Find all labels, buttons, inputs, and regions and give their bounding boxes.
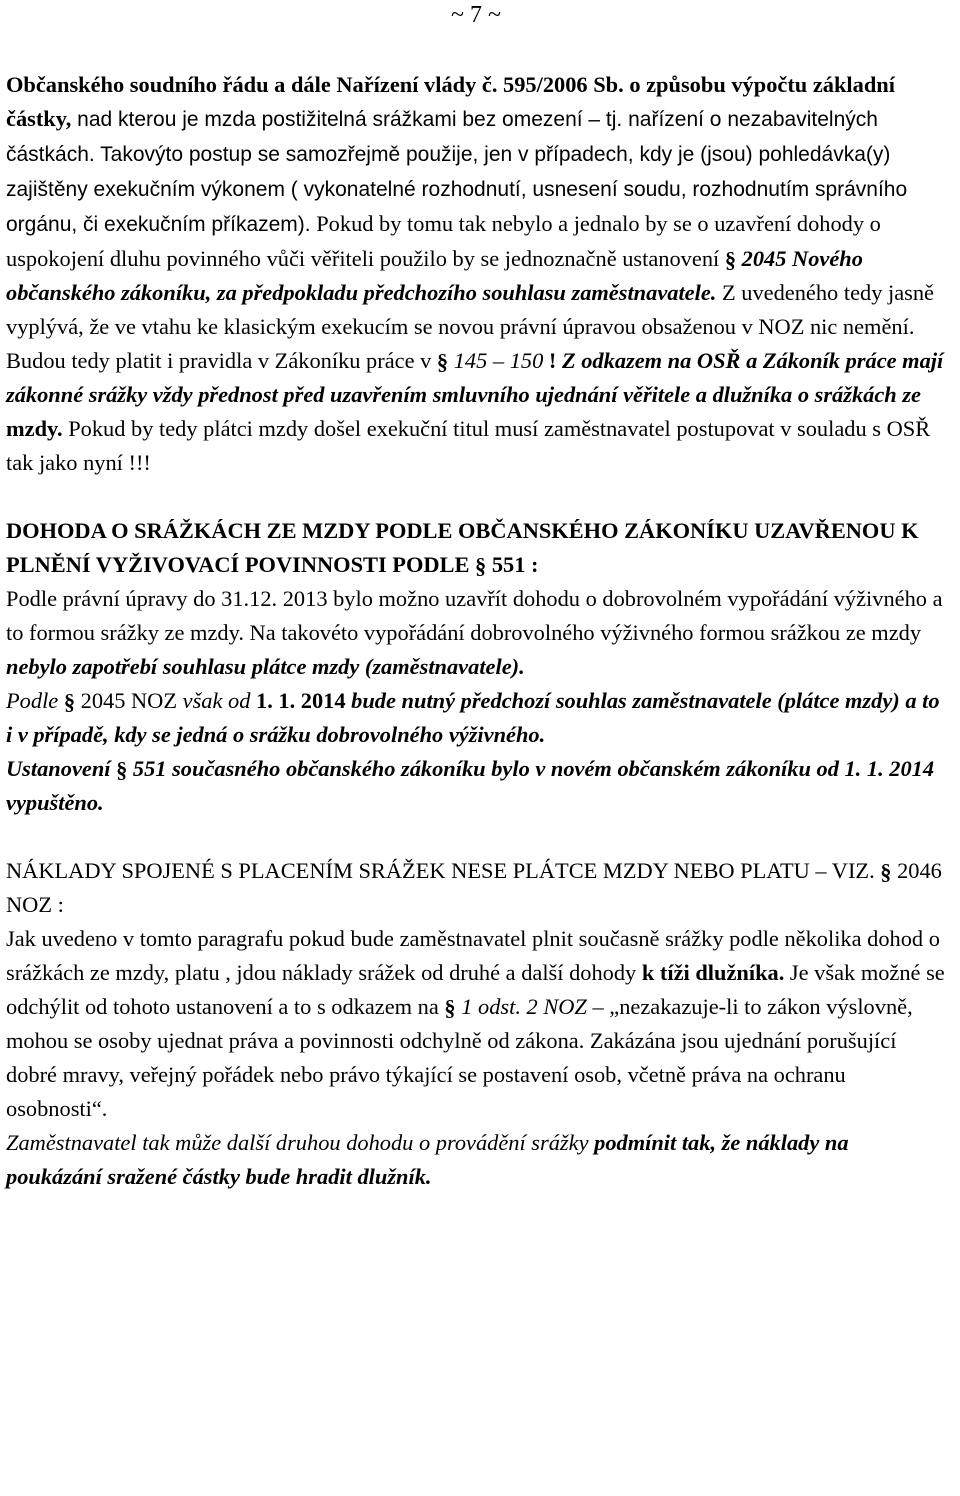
text-run: Občanského soudního řádu a dále Nařízení vlády č. 595/2006 Sb. o způsobu výpočtu základní částky, bbox=[6, 72, 895, 131]
text-run: 1 odst. bbox=[455, 994, 521, 1019]
text-run: 2 NOZ bbox=[520, 994, 587, 1019]
text-run: ! bbox=[543, 348, 562, 373]
section-heading: NÁKLADY SPOJENÉ S PLACENÍM SRÁŽEK NESE PLÁTCE MZDY NEBO PLATU – VIZ. bbox=[6, 858, 881, 883]
text-run: bude nutný předchozí souhlas zaměstnavatele (plátce mzdy) a to i v případě, kdy se jedná o srážku dobrovolného výživného. bbox=[6, 688, 940, 747]
paragraph-execution-rules bbox=[6, 68, 946, 480]
text-run: 145 – 150 bbox=[448, 348, 544, 373]
text-run: Pokud by tedy plátci mzdy došel exekuční titul musí zaměstnavatel postupovat v souladu s OSŘ tak jako nyní !!! bbox=[6, 416, 931, 475]
text-run: Z odkazem na OSŘ a Zákoník práce mají zákonné srážky vždy přednost před uzavřením smluvního ujednání věřitele a dlužníka o srážkách ze bbox=[6, 348, 944, 407]
text-run: Pokud by tomu tak nebylo a jednalo by se o uzavření dohody o uspokojení dluhu povinného vůči věřiteli použilo by se jednoznačně ustanovení bbox=[6, 211, 881, 271]
text-run: 1. 1. 2014 bbox=[256, 688, 346, 713]
text-run: 2045 NOZ bbox=[75, 688, 178, 713]
text-run: 2045 Nového občanského zákoníku, za předpokladu předchozího souhlasu zaměstnavatele. bbox=[6, 246, 863, 305]
section-heading: 551 : bbox=[486, 552, 539, 577]
section-sign-icon: § bbox=[475, 553, 487, 578]
section-sign-icon: § bbox=[444, 995, 456, 1020]
section-sign-icon: § bbox=[724, 247, 737, 272]
section-sign-icon: § bbox=[436, 349, 449, 374]
section-maintenance-agreement bbox=[6, 514, 946, 820]
text-run: Podle bbox=[6, 688, 64, 713]
text-run: – „nezakazuje-li to zákon výslovně, mohou se osoby ujednat práva a povinnosti odchylně od zákona. Zakázána jsou ujednání porušující dobré mravy, veřejný pořádek nebo právo týkající se postavení osob, včetně práva na ochranu osobnosti“. bbox=[6, 994, 913, 1121]
section-heading: DOHODA O SRÁŽKÁCH ZE MZDY PODLE OBČANSKÉHO ZÁKONÍKU UZAVŘENOU K PLNĚNÍ VYŽIVOVACÍ POVINNOSTI PODLE bbox=[6, 518, 919, 577]
section-sign-icon: § bbox=[116, 757, 128, 782]
text-run: podmínit tak, že náklady na poukázání sražené částky bude hradit dlužník. bbox=[6, 1130, 849, 1189]
text-run: však od bbox=[177, 688, 256, 713]
section-sign-icon: § bbox=[63, 689, 76, 714]
text-run: 551 současného občanského zákoníku bylo v novém občanském zákoníku od 1. 1. 2014 vypuštěno. bbox=[6, 756, 935, 815]
section-deduction-costs bbox=[6, 854, 946, 1194]
section-heading: 2046 NOZ : bbox=[6, 858, 942, 917]
section-sign-icon: § bbox=[880, 859, 892, 884]
text-run: nebylo zapotřebí souhlasu plátce mzdy (zaměstnavatele). bbox=[6, 654, 525, 679]
text-run: Ustanovení bbox=[6, 756, 117, 781]
text-run: mzdy. bbox=[6, 416, 63, 441]
text-run: k tíži dlužníka. bbox=[641, 960, 785, 985]
text-run: Podle právní úpravy do 31.12. 2013 bylo možno uzavřít dohodu o dobrovolném vypořádání výživného a to formou srážky ze mzdy. Na takovéto vypořádání dobrovolného výživného formou srážkou ze mzdy bbox=[6, 586, 943, 645]
text-run: Je však možné se odchýlit od tohoto ustanovení a to s odkazem na bbox=[6, 960, 945, 1019]
page-number: ~ 7 ~ bbox=[451, 2, 501, 28]
text-run: Zaměstnavatel tak může další druhou dohodu o provádění srážky bbox=[6, 1130, 595, 1155]
text-run: nad kterou je mzda postižitelná srážkami bez omezení – tj. nařízení o nezabavitelných částkách. Takovýto postup se samozřejmě použije, jen v případech, kdy je (jsou) pohledávka(y) zajištěny exekučním výkonem ( vykonatelné rozhodnutí, usnesení soudu, rozhodnutím správního orgánu, či exekučním příkazem). bbox=[6, 108, 908, 236]
text-run: Z uvedeného tedy jasně vyplývá, že ve vtahu ke klasickým exekucím se novou právní úpravou obsaženou v NOZ nic nemění. Budou tedy platit i pravidla v Zákoníku práce v bbox=[6, 280, 934, 373]
text-run: Jak uvedeno v tomto paragrafu pokud bude zaměstnavatel plnit současně srážky podle několika dohod o srážkách ze mzdy, platu , jdou náklady srážek od druhé a další dohody bbox=[6, 926, 940, 985]
